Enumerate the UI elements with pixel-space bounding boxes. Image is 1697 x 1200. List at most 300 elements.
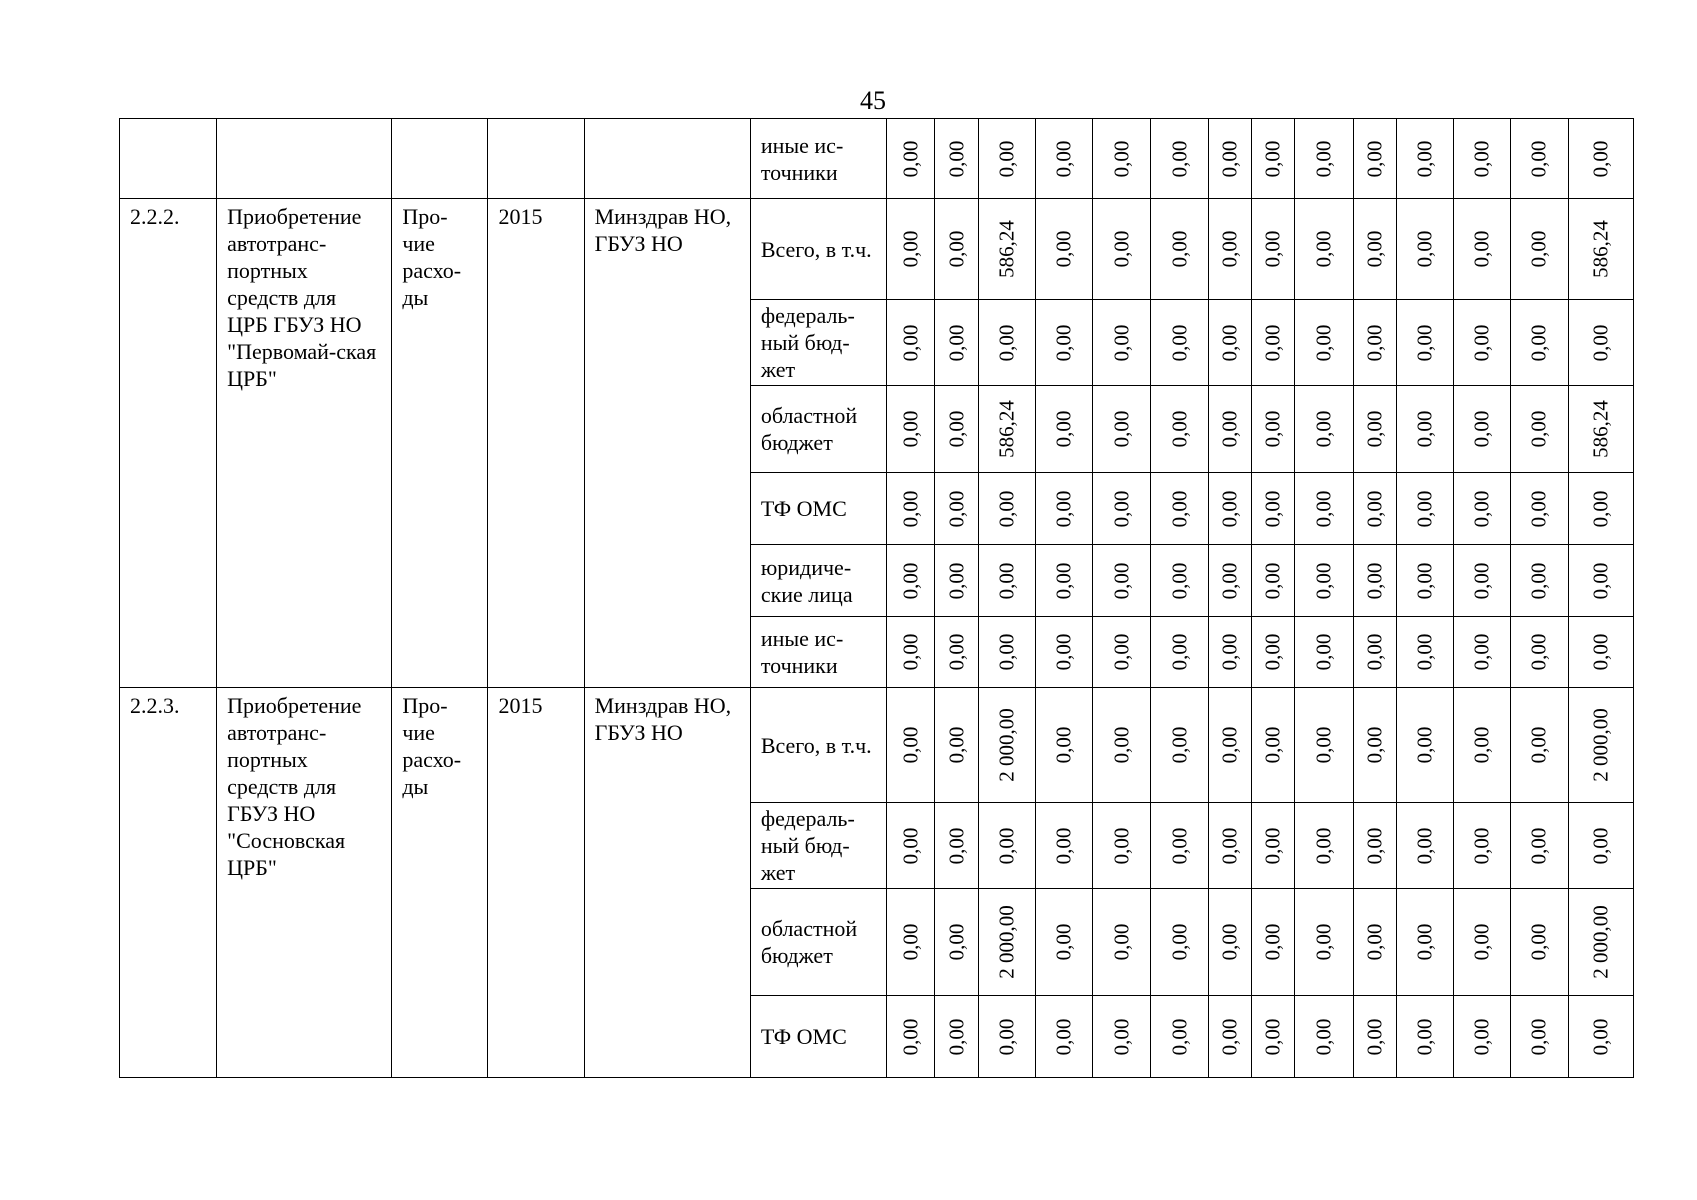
value-cell: [1568, 617, 1633, 688]
value-cell: [1396, 803, 1453, 889]
value-cell: [1396, 199, 1453, 300]
value-text: 0,00: [944, 562, 969, 599]
value-text: 0,00: [1362, 230, 1387, 268]
value-text: 0,00: [1588, 562, 1613, 599]
value-text: 0,00: [994, 140, 1019, 177]
value-text: 0,00: [944, 230, 969, 268]
empty-cell: [584, 119, 750, 199]
value-text: 0,00: [1217, 1018, 1242, 1055]
value-cell: [935, 617, 979, 688]
value-cell: [1453, 386, 1510, 473]
value-text: 0,00: [1469, 923, 1494, 961]
value-cell: [1209, 617, 1252, 688]
value-text: 0,00: [1260, 726, 1285, 764]
value-text: 0,00: [1526, 410, 1551, 448]
value-cell: [1093, 386, 1151, 473]
value-text: 0,00: [944, 1018, 969, 1055]
expense-type: Про-чие расхо-ды: [392, 688, 488, 1078]
value-cell: [1151, 996, 1209, 1078]
value-text: 0,00: [1362, 633, 1387, 671]
value-text: 0,00: [1362, 827, 1387, 864]
value-text: 0,00: [1167, 923, 1192, 961]
value-text: 0,00: [1526, 490, 1551, 527]
value-cell: [1295, 300, 1353, 386]
measure-executor: Минздрав НО, ГБУЗ НО: [584, 199, 750, 688]
value-text: 0,00: [1167, 726, 1192, 764]
value-cell: [1252, 617, 1295, 688]
value-cell: [886, 300, 934, 386]
value-cell: [1151, 688, 1209, 803]
value-text: 0,00: [1362, 1018, 1387, 1055]
value-cell: [1252, 545, 1295, 617]
value-text: 0,00: [1051, 490, 1076, 527]
value-cell: [1252, 473, 1295, 545]
value-cell: [1510, 386, 1568, 473]
value-cell: [1036, 889, 1093, 996]
value-text: 0,00: [1469, 230, 1494, 268]
value-cell: [886, 803, 934, 889]
value-cell: [1295, 688, 1353, 803]
value-cell: [886, 617, 934, 688]
value-text: 0,00: [1362, 562, 1387, 599]
value-text: 0,00: [1167, 827, 1192, 864]
expense-type: Про-чие расхо-ды: [392, 199, 488, 688]
value-cell: [979, 996, 1036, 1078]
value-cell: [935, 889, 979, 996]
value-text: 0,00: [1412, 923, 1437, 961]
value-cell: [1093, 119, 1151, 199]
value-cell: [1093, 889, 1151, 996]
value-text: 0,00: [1412, 410, 1437, 448]
value-cell: [1209, 688, 1252, 803]
value-cell: [979, 803, 1036, 889]
value-text: 0,00: [1311, 726, 1336, 764]
value-text: 0,00: [1109, 490, 1134, 527]
value-text: 0,00: [1526, 1018, 1551, 1055]
table-row: [120, 688, 1634, 803]
value-cell: [935, 688, 979, 803]
value-text: 0,00: [1469, 562, 1494, 599]
page-number: 45: [860, 86, 886, 115]
value-cell: [1353, 199, 1396, 300]
value-cell: [1036, 473, 1093, 545]
value-text: 0,00: [1109, 633, 1134, 671]
value-cell: [979, 473, 1036, 545]
value-text: 0,00: [898, 1018, 923, 1055]
value-text: 0,00: [1051, 230, 1076, 268]
value-cell: [1252, 119, 1295, 199]
value-cell: [1510, 300, 1568, 386]
value-cell: [935, 473, 979, 545]
source-label: ТФ ОМС: [750, 996, 886, 1078]
value-text: 0,00: [1469, 1018, 1494, 1055]
value-cell: [1510, 545, 1568, 617]
measure-year: 2015: [488, 199, 584, 688]
value-cell: [1568, 119, 1633, 199]
value-text: 0,00: [1412, 726, 1437, 764]
value-cell: [1353, 119, 1396, 199]
value-text: 0,00: [994, 633, 1019, 671]
value-text: 0,00: [898, 324, 923, 361]
value-text: 0,00: [994, 562, 1019, 599]
value-cell: [1510, 889, 1568, 996]
value-cell: [1151, 119, 1209, 199]
value-text: 0,00: [1217, 490, 1242, 527]
value-text: 0,00: [1109, 562, 1134, 599]
value-cell: [1396, 617, 1453, 688]
value-text: 0,00: [1412, 827, 1437, 864]
value-text: 0,00: [1260, 562, 1285, 599]
measure-name: Приобретение автотранс-портных средств для ГБУЗ НО "Сосновская ЦРБ": [217, 688, 392, 1078]
source-label: иные ис-точники: [750, 617, 886, 688]
value-text: 0,00: [1526, 923, 1551, 961]
value-cell: [1151, 300, 1209, 386]
value-cell: [1396, 119, 1453, 199]
value-text: 0,00: [1051, 140, 1076, 177]
value-cell: [1295, 889, 1353, 996]
source-label: Всего, в т.ч.: [750, 688, 886, 803]
value-text: 586,24: [994, 400, 1019, 458]
measure-code: 2.2.2.: [120, 199, 217, 688]
value-cell: [1209, 300, 1252, 386]
value-cell: [1453, 473, 1510, 545]
source-label: федераль-ный бюд-жет: [750, 803, 886, 889]
value-text: 0,00: [1469, 633, 1494, 671]
value-text: 0,00: [1167, 633, 1192, 671]
measure-code: 2.2.3.: [120, 688, 217, 1078]
value-text: 0,00: [898, 230, 923, 268]
value-text: 0,00: [994, 827, 1019, 864]
value-cell: [1353, 473, 1396, 545]
empty-cell: [217, 119, 392, 199]
value-text: 0,00: [1260, 633, 1285, 671]
value-cell: [1568, 996, 1633, 1078]
value-text: 0,00: [1167, 140, 1192, 177]
value-text: 0,00: [1362, 140, 1387, 177]
value-cell: [1151, 617, 1209, 688]
value-cell: [979, 545, 1036, 617]
value-cell: [1295, 996, 1353, 1078]
value-cell: [1353, 300, 1396, 386]
value-cell: [1568, 803, 1633, 889]
value-text: 0,00: [1469, 726, 1494, 764]
value-text: 2 000,00: [994, 905, 1019, 979]
value-cell: [1252, 803, 1295, 889]
value-text: 0,00: [944, 923, 969, 961]
value-cell: [886, 473, 934, 545]
value-text: 0,00: [1526, 140, 1551, 177]
value-text: 0,00: [1217, 140, 1242, 177]
value-text: 586,24: [994, 220, 1019, 278]
value-text: 0,00: [898, 490, 923, 527]
value-cell: [1151, 199, 1209, 300]
value-cell: [1295, 545, 1353, 617]
value-cell: [1295, 803, 1353, 889]
value-text: 0,00: [1217, 324, 1242, 361]
value-cell: [1093, 545, 1151, 617]
value-cell: [935, 119, 979, 199]
value-cell: [1093, 803, 1151, 889]
value-cell: [1036, 545, 1093, 617]
value-text: 2 000,00: [1588, 708, 1613, 782]
value-cell: [1396, 386, 1453, 473]
value-text: 0,00: [1588, 490, 1613, 527]
value-cell: [1209, 889, 1252, 996]
value-cell: [1453, 300, 1510, 386]
value-cell: [886, 545, 934, 617]
value-cell: [1510, 199, 1568, 300]
value-cell: [935, 300, 979, 386]
value-text: 0,00: [1588, 324, 1613, 361]
value-cell: [1093, 688, 1151, 803]
value-text: 0,00: [1412, 230, 1437, 268]
value-text: 0,00: [1260, 490, 1285, 527]
value-cell: [1453, 199, 1510, 300]
value-text: 0,00: [1167, 1018, 1192, 1055]
value-cell: [1353, 996, 1396, 1078]
value-cell: [1295, 199, 1353, 300]
value-cell: [1295, 386, 1353, 473]
value-text: 0,00: [1412, 633, 1437, 671]
value-text: 0,00: [1051, 827, 1076, 864]
value-text: 0,00: [1588, 140, 1613, 177]
value-text: 0,00: [1311, 140, 1336, 177]
table-row: [120, 199, 1634, 300]
value-text: 0,00: [1260, 923, 1285, 961]
source-label: областной бюджет: [750, 386, 886, 473]
value-cell: [979, 386, 1036, 473]
source-label: ТФ ОМС: [750, 473, 886, 545]
value-cell: [1151, 386, 1209, 473]
value-cell: [1151, 473, 1209, 545]
value-cell: [1568, 688, 1633, 803]
value-text: 0,00: [1109, 140, 1134, 177]
value-cell: [1209, 119, 1252, 199]
source-label: иные ис- точники: [750, 119, 886, 199]
value-text: 0,00: [1167, 230, 1192, 268]
value-text: 0,00: [944, 827, 969, 864]
value-cell: [1353, 386, 1396, 473]
empty-cell: [120, 119, 217, 199]
table-row: [120, 119, 1634, 199]
value-cell: [1036, 199, 1093, 300]
value-cell: [1510, 803, 1568, 889]
value-cell: [1510, 996, 1568, 1078]
value-text: 0,00: [1217, 726, 1242, 764]
value-text: 0,00: [1526, 230, 1551, 268]
value-cell: [1510, 688, 1568, 803]
value-text: 586,24: [1588, 220, 1613, 278]
value-text: 0,00: [1412, 490, 1437, 527]
value-cell: [1151, 803, 1209, 889]
value-cell: [1209, 545, 1252, 617]
value-cell: [1209, 386, 1252, 473]
value-text: 0,00: [1167, 324, 1192, 361]
value-cell: [979, 617, 1036, 688]
value-cell: [1568, 889, 1633, 996]
value-cell: [1093, 996, 1151, 1078]
value-cell: [1396, 300, 1453, 386]
value-cell: [1568, 300, 1633, 386]
value-cell: [1353, 889, 1396, 996]
value-text: 0,00: [944, 324, 969, 361]
value-text: 0,00: [1311, 827, 1336, 864]
value-cell: [1396, 545, 1453, 617]
value-cell: [1568, 545, 1633, 617]
value-cell: [886, 386, 934, 473]
value-text: 0,00: [1526, 633, 1551, 671]
value-cell: [1396, 889, 1453, 996]
value-cell: [1568, 473, 1633, 545]
value-cell: [979, 199, 1036, 300]
value-text: 0,00: [1260, 410, 1285, 448]
value-text: 0,00: [1217, 923, 1242, 961]
value-text: 0,00: [1217, 827, 1242, 864]
value-text: 0,00: [1217, 230, 1242, 268]
value-cell: [935, 996, 979, 1078]
value-text: 0,00: [1260, 230, 1285, 268]
value-cell: [979, 300, 1036, 386]
value-text: 2 000,00: [1588, 905, 1613, 979]
source-label: Всего, в т.ч.: [750, 199, 886, 300]
value-cell: [1252, 386, 1295, 473]
measure-name: Приобретение автотранс-портных средств для ЦРБ ГБУЗ НО "Первомай-ская ЦРБ": [217, 199, 392, 688]
value-text: 0,00: [1469, 140, 1494, 177]
value-text: 0,00: [1167, 490, 1192, 527]
value-text: 0,00: [1051, 923, 1076, 961]
value-text: 0,00: [1260, 324, 1285, 361]
value-text: 0,00: [1217, 562, 1242, 599]
value-cell: [1353, 617, 1396, 688]
value-text: 0,00: [1051, 562, 1076, 599]
value-cell: [1295, 119, 1353, 199]
value-text: 0,00: [1469, 410, 1494, 448]
value-text: 0,00: [1311, 410, 1336, 448]
value-text: 0,00: [994, 324, 1019, 361]
value-text: 0,00: [898, 562, 923, 599]
source-label: федераль-ный бюд-жет: [750, 300, 886, 386]
value-cell: [1396, 996, 1453, 1078]
value-text: 0,00: [944, 410, 969, 448]
value-cell: [935, 386, 979, 473]
value-text: 0,00: [944, 726, 969, 764]
value-text: 0,00: [1109, 324, 1134, 361]
value-text: 0,00: [1469, 490, 1494, 527]
value-text: 0,00: [1588, 1018, 1613, 1055]
value-text: 0,00: [1051, 410, 1076, 448]
value-cell: [979, 119, 1036, 199]
value-text: 0,00: [1311, 230, 1336, 268]
value-text: 0,00: [1362, 324, 1387, 361]
value-cell: [1453, 119, 1510, 199]
empty-cell: [392, 119, 488, 199]
value-text: 0,00: [1526, 562, 1551, 599]
value-cell: [1453, 545, 1510, 617]
value-text: 0,00: [1362, 410, 1387, 448]
value-text: 0,00: [1260, 1018, 1285, 1055]
value-text: 0,00: [1051, 324, 1076, 361]
value-cell: [886, 199, 934, 300]
value-cell: [935, 199, 979, 300]
value-cell: [1036, 119, 1093, 199]
value-text: 0,00: [1412, 1018, 1437, 1055]
value-text: 0,00: [1260, 827, 1285, 864]
value-text: 0,00: [898, 726, 923, 764]
value-cell: [935, 803, 979, 889]
value-cell: [979, 688, 1036, 803]
value-cell: [1252, 996, 1295, 1078]
value-cell: [1510, 617, 1568, 688]
value-text: 0,00: [1109, 1018, 1134, 1055]
value-cell: [1295, 473, 1353, 545]
value-cell: [1252, 199, 1295, 300]
value-text: 0,00: [1311, 633, 1336, 671]
value-text: 0,00: [1588, 827, 1613, 864]
value-text: 0,00: [1362, 490, 1387, 527]
value-cell: [1453, 617, 1510, 688]
value-cell: [1453, 996, 1510, 1078]
value-cell: [1252, 889, 1295, 996]
value-cell: [1093, 300, 1151, 386]
value-cell: [1568, 386, 1633, 473]
value-cell: [1151, 889, 1209, 996]
value-text: 0,00: [898, 140, 923, 177]
value-cell: [935, 545, 979, 617]
value-text: 0,00: [1311, 324, 1336, 361]
value-text: 0,00: [898, 923, 923, 961]
value-text: 2 000,00: [994, 708, 1019, 782]
value-text: 0,00: [1109, 827, 1134, 864]
budget-table: [119, 118, 1634, 1078]
value-text: 0,00: [1588, 633, 1613, 671]
value-cell: [886, 119, 934, 199]
value-cell: [1036, 300, 1093, 386]
table-body: [120, 119, 1634, 1078]
value-text: 0,00: [1167, 410, 1192, 448]
value-text: 0,00: [1217, 633, 1242, 671]
value-cell: [1036, 688, 1093, 803]
value-text: 0,00: [1469, 827, 1494, 864]
value-text: 0,00: [944, 633, 969, 671]
value-cell: [1252, 688, 1295, 803]
value-text: 0,00: [1260, 140, 1285, 177]
value-cell: [886, 688, 934, 803]
value-cell: [1568, 199, 1633, 300]
value-text: 0,00: [1217, 410, 1242, 448]
value-cell: [1353, 545, 1396, 617]
source-label: юридиче-ские лица: [750, 545, 886, 617]
value-cell: [979, 889, 1036, 996]
value-cell: [1151, 545, 1209, 617]
value-text: 0,00: [1311, 562, 1336, 599]
value-text: 586,24: [1588, 400, 1613, 458]
value-text: 0,00: [1109, 923, 1134, 961]
value-text: 0,00: [1311, 1018, 1336, 1055]
empty-cell: [488, 119, 584, 199]
value-cell: [1453, 688, 1510, 803]
value-cell: [1252, 300, 1295, 386]
value-cell: [1295, 617, 1353, 688]
value-cell: [1036, 996, 1093, 1078]
value-text: 0,00: [1109, 410, 1134, 448]
value-cell: [1209, 199, 1252, 300]
value-cell: [1209, 803, 1252, 889]
value-text: 0,00: [1167, 562, 1192, 599]
value-cell: [1209, 473, 1252, 545]
value-text: 0,00: [898, 633, 923, 671]
value-text: 0,00: [944, 490, 969, 527]
value-cell: [1510, 473, 1568, 545]
